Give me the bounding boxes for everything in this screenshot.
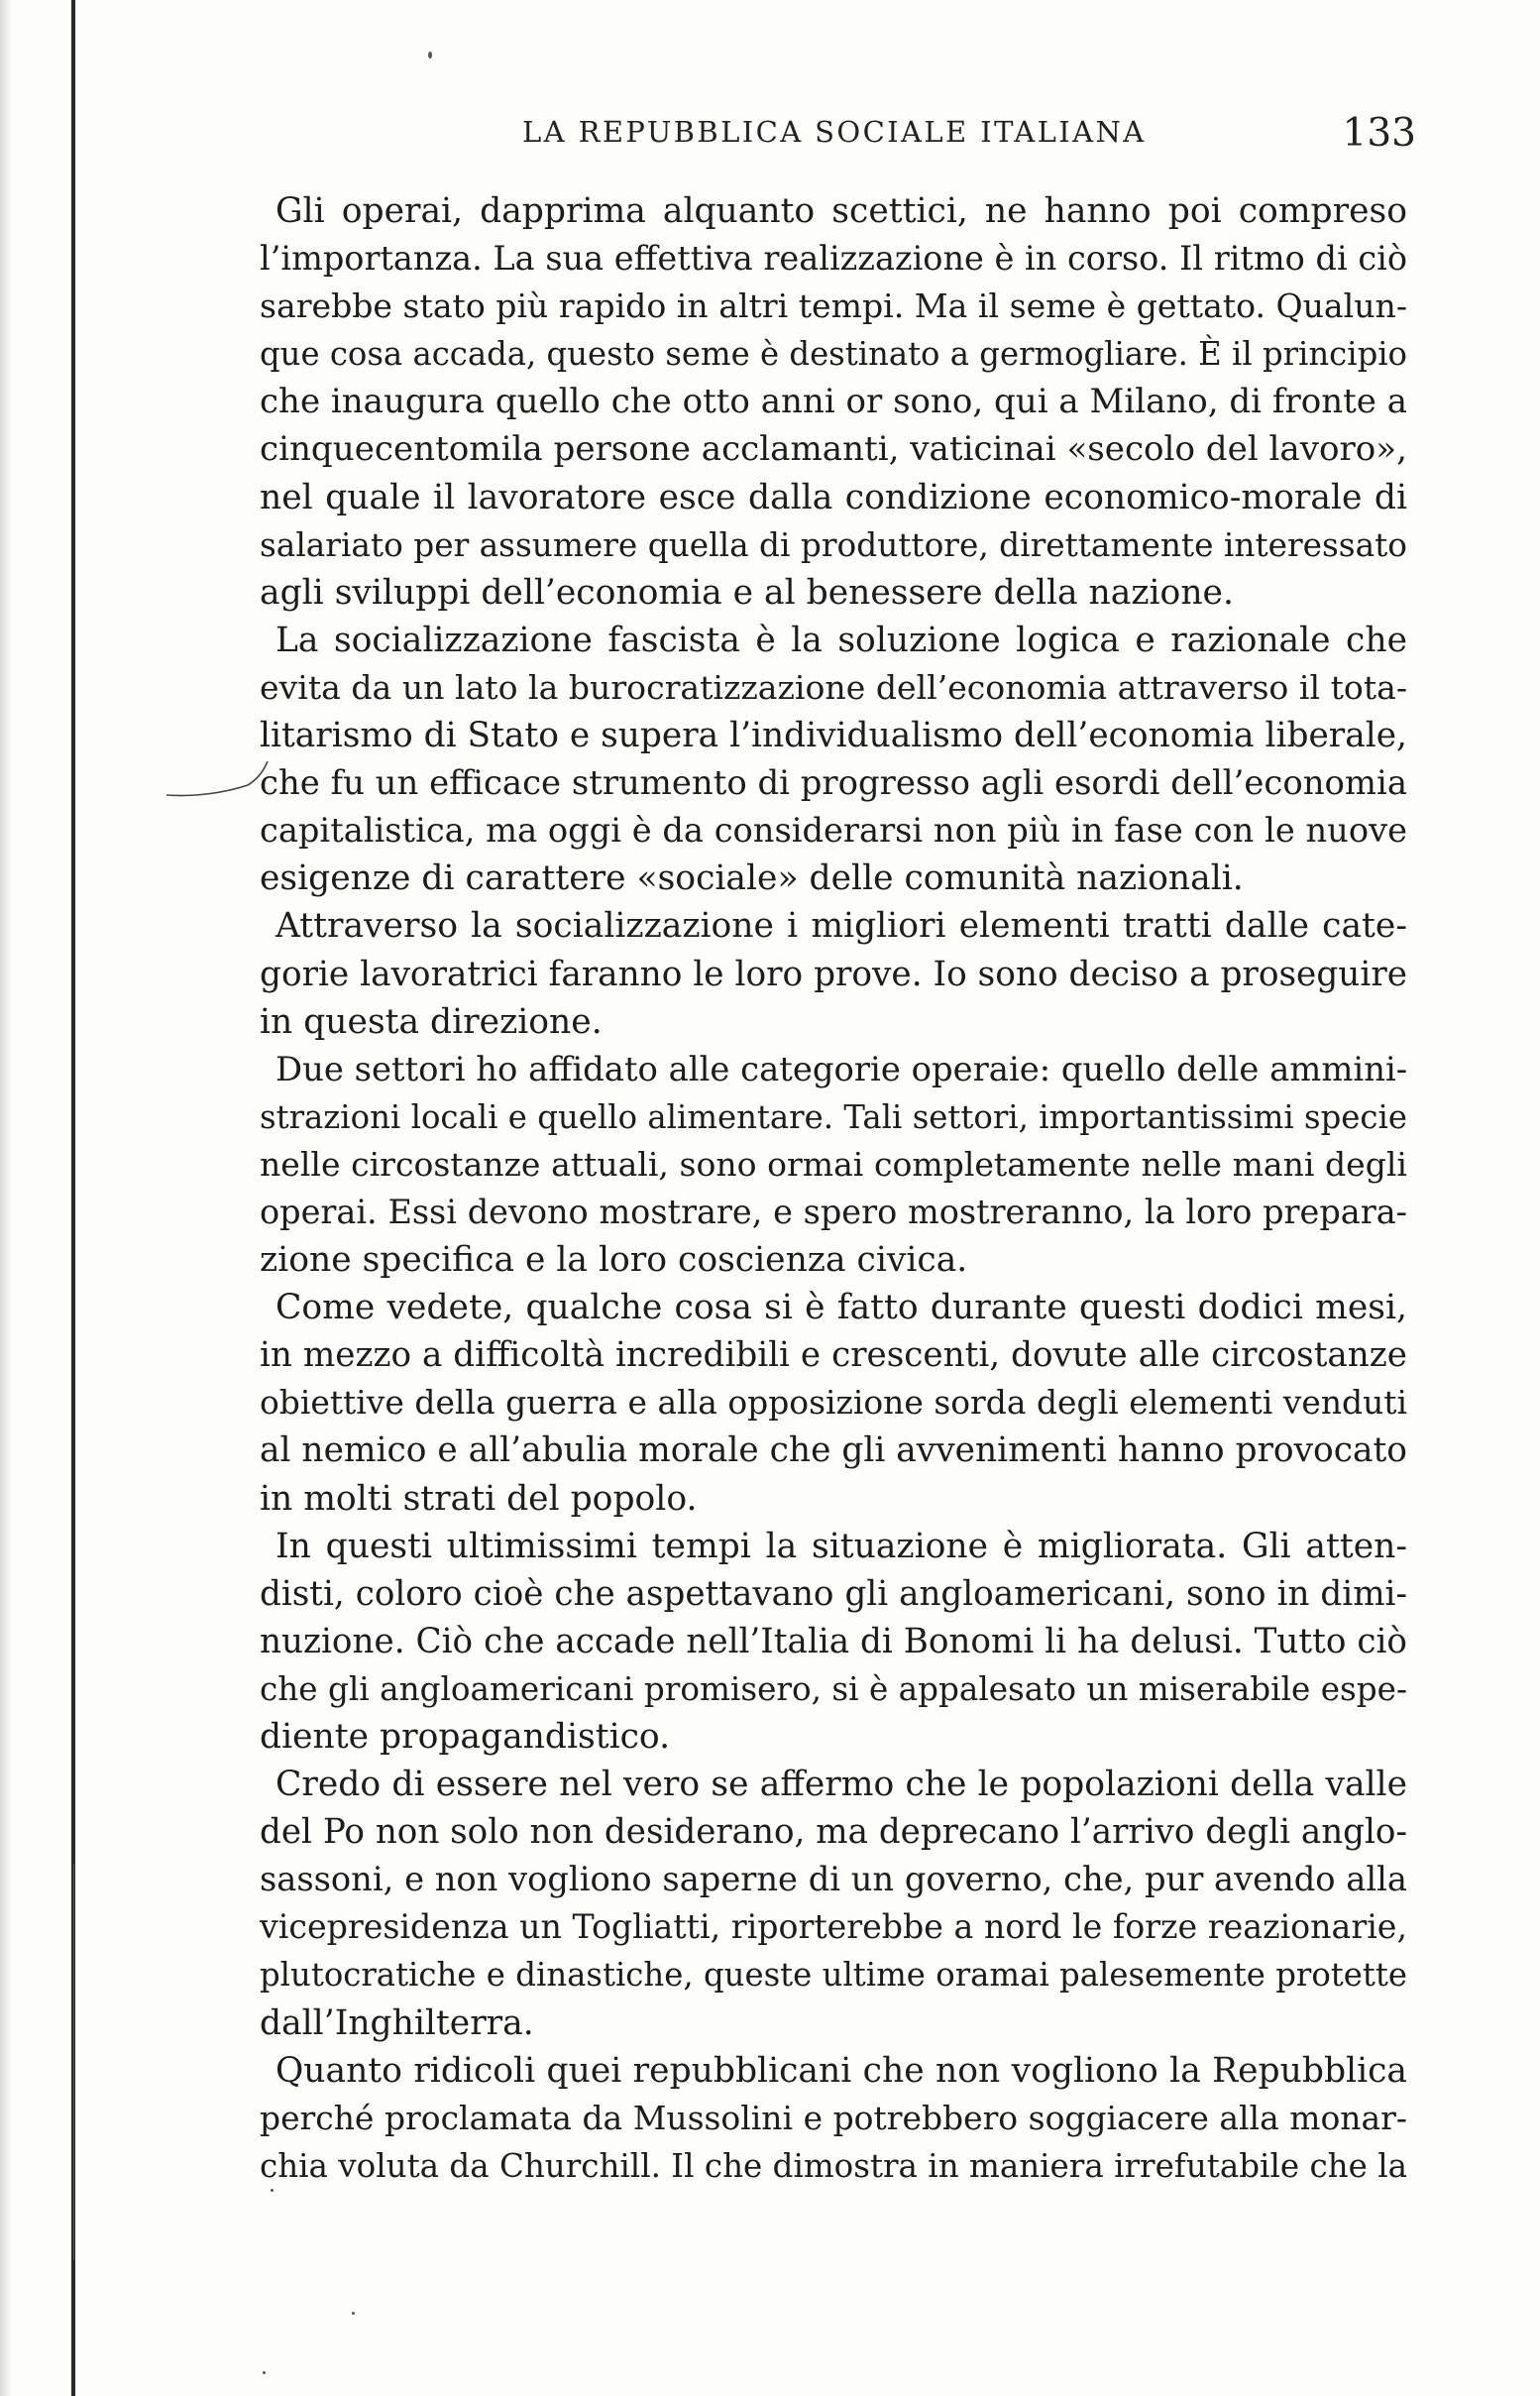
text-line: del Po non solo non desiderano, ma deprecano l’arrivo degli anglo- — [260, 1812, 1407, 1853]
paragraph — [260, 1761, 1407, 2047]
text-line: agli sviluppi dell’economia e al benessere della nazione. — [260, 572, 1234, 613]
text-line: nuzione. Ciò che accade nell’Italia di Bonomi li ha delusi. Tutto ciò — [260, 1621, 1407, 1661]
scan-speck — [352, 2312, 355, 2315]
text-line: La socializzazione fascista è la soluzione logica e razionale che — [275, 620, 1407, 660]
body-text — [260, 187, 1407, 2190]
text-line: al nemico e all’abulia morale che gli avvenimenti hanno provocato — [260, 1430, 1407, 1471]
binding-gutter-line-secondary — [73, 1864, 74, 2260]
text-line: nelle circostanze attuali, sono ormai completamente nelle mani degli — [260, 1144, 1407, 1184]
paragraph — [260, 617, 1407, 903]
text-line: gorie lavoratrici faranno le loro prove. Io sono deciso a proseguire — [260, 954, 1407, 994]
text-line: Credo di essere nel vero se affermo che le popolazioni della valle — [275, 1765, 1407, 1805]
text-line: nel quale il lavoratore esce dalla condizione economico-morale di — [260, 477, 1407, 517]
text-line: sassoni, e non vogliono saperne di un governo, che, pur avendo alla — [260, 1860, 1407, 1899]
paragraph — [260, 1523, 1407, 1761]
text-line: in mezzo a difficoltà incredibili e crescenti, dovute alle circostanze — [260, 1335, 1407, 1376]
text-line: l’importanza. La sua effettiva realizzazione è in corso. Il ritmo di ciò — [260, 239, 1407, 279]
text-line: Come vedete, qualche cosa si è fatto durante questi dodici mesi, — [275, 1288, 1407, 1328]
text-line: dall’Inghilterra. — [260, 2002, 534, 2043]
text-line: diente propagandistico. — [260, 1717, 671, 1757]
text-line: disti, coloro cioè che aspettavano gli angloamericani, sono in dimi- — [260, 1573, 1407, 1614]
text-line: operai. Essi devono mostrare, e spero mostreranno, la loro prepara- — [260, 1192, 1407, 1231]
text-line: capitalistica, ma oggi è da considerarsi non più in fase con le nuove — [260, 811, 1407, 851]
text-line: obiettive della guerra e alla opposizione sorda degli elementi venduti — [260, 1383, 1407, 1423]
page-header — [520, 111, 1416, 171]
text-line: Gli operai, dapprima alquanto scettici, ne hanno poi compreso — [275, 191, 1407, 231]
text-line: perché proclamata da Mussolini e potrebbero soggiacere alla monar- — [260, 2098, 1407, 2137]
text-line: zione specifica e la loro coscienza civica. — [260, 1240, 968, 1281]
text-line: que cosa accada, questo seme è destinato a germogliare. È il principio — [260, 335, 1407, 374]
paragraph — [260, 2047, 1407, 2190]
text-line: Attraverso la socializzazione i migliori elementi tratti dalle cate- — [275, 906, 1407, 947]
text-line: plutocratiche e dinastiche, queste ultime oramai palesemente protette — [260, 1956, 1407, 1995]
text-line: In questi ultimissimi tempi la situazione è migliorata. Gli atten- — [275, 1526, 1407, 1566]
paragraph — [260, 187, 1407, 617]
text-line: sarebbe stato più rapido in altri tempi. Ma il seme è gettato. Qualun- — [260, 286, 1407, 326]
text-line: strazioni locali e quello alimentare. Tali settori, importantissimi specie — [260, 1097, 1407, 1136]
paragraph — [260, 1284, 1407, 1522]
paragraph — [260, 1046, 1407, 1284]
text-line: Quanto ridicoli quei repubblicani che non vogliono la Repubblica — [275, 2050, 1407, 2091]
text-line: chia voluta da Churchill. Il che dimostra in maniera irrefutabile che la — [260, 2146, 1407, 2185]
text-line: in molti strati del popolo. — [260, 1478, 698, 1519]
text-line: che fu un efficace strumento di progresso agli esordi dell’economia — [260, 763, 1407, 803]
text-line: litarismo di Stato e supera l’individualismo dell’economia liberale, — [260, 716, 1407, 756]
text-line: vicepresidenza un Togliatti, riporterebbe a nord le forze reazionarie, — [260, 1907, 1407, 1947]
text-line: Due settori ho affidato alle categorie operaie: quello delle ammini- — [275, 1049, 1408, 1088]
pencil-margin-mark — [166, 755, 270, 801]
paragraph — [260, 902, 1407, 1045]
text-line: che inaugura quello che otto anni or sono, qui a Milano, di fronte a — [260, 382, 1407, 422]
page-number: 133 — [1342, 111, 1416, 156]
text-line: salariato per assumere quella di produttore, direttamente interessato — [260, 525, 1407, 564]
text-line: che gli angloamericani promisero, si è appalesato un miserabile espe- — [260, 1669, 1407, 1708]
text-line: esigenze di carattere «sociale» delle comunità nazionali. — [260, 858, 1244, 899]
scan-page-edge — [0, 0, 12, 2396]
running-head: LA REPUBBLICA SOCIALE ITALIANA — [522, 115, 1147, 149]
scan-speck — [428, 52, 432, 58]
text-line: in questa direzione. — [260, 1001, 603, 1042]
scan-speck — [263, 2371, 266, 2374]
text-line: cinquecentomila persone acclamanti, vaticinai «secolo del lavoro», — [260, 429, 1407, 470]
text-line: evita da un lato la burocratizzazione dell’economia attraverso il tota- — [260, 667, 1407, 707]
